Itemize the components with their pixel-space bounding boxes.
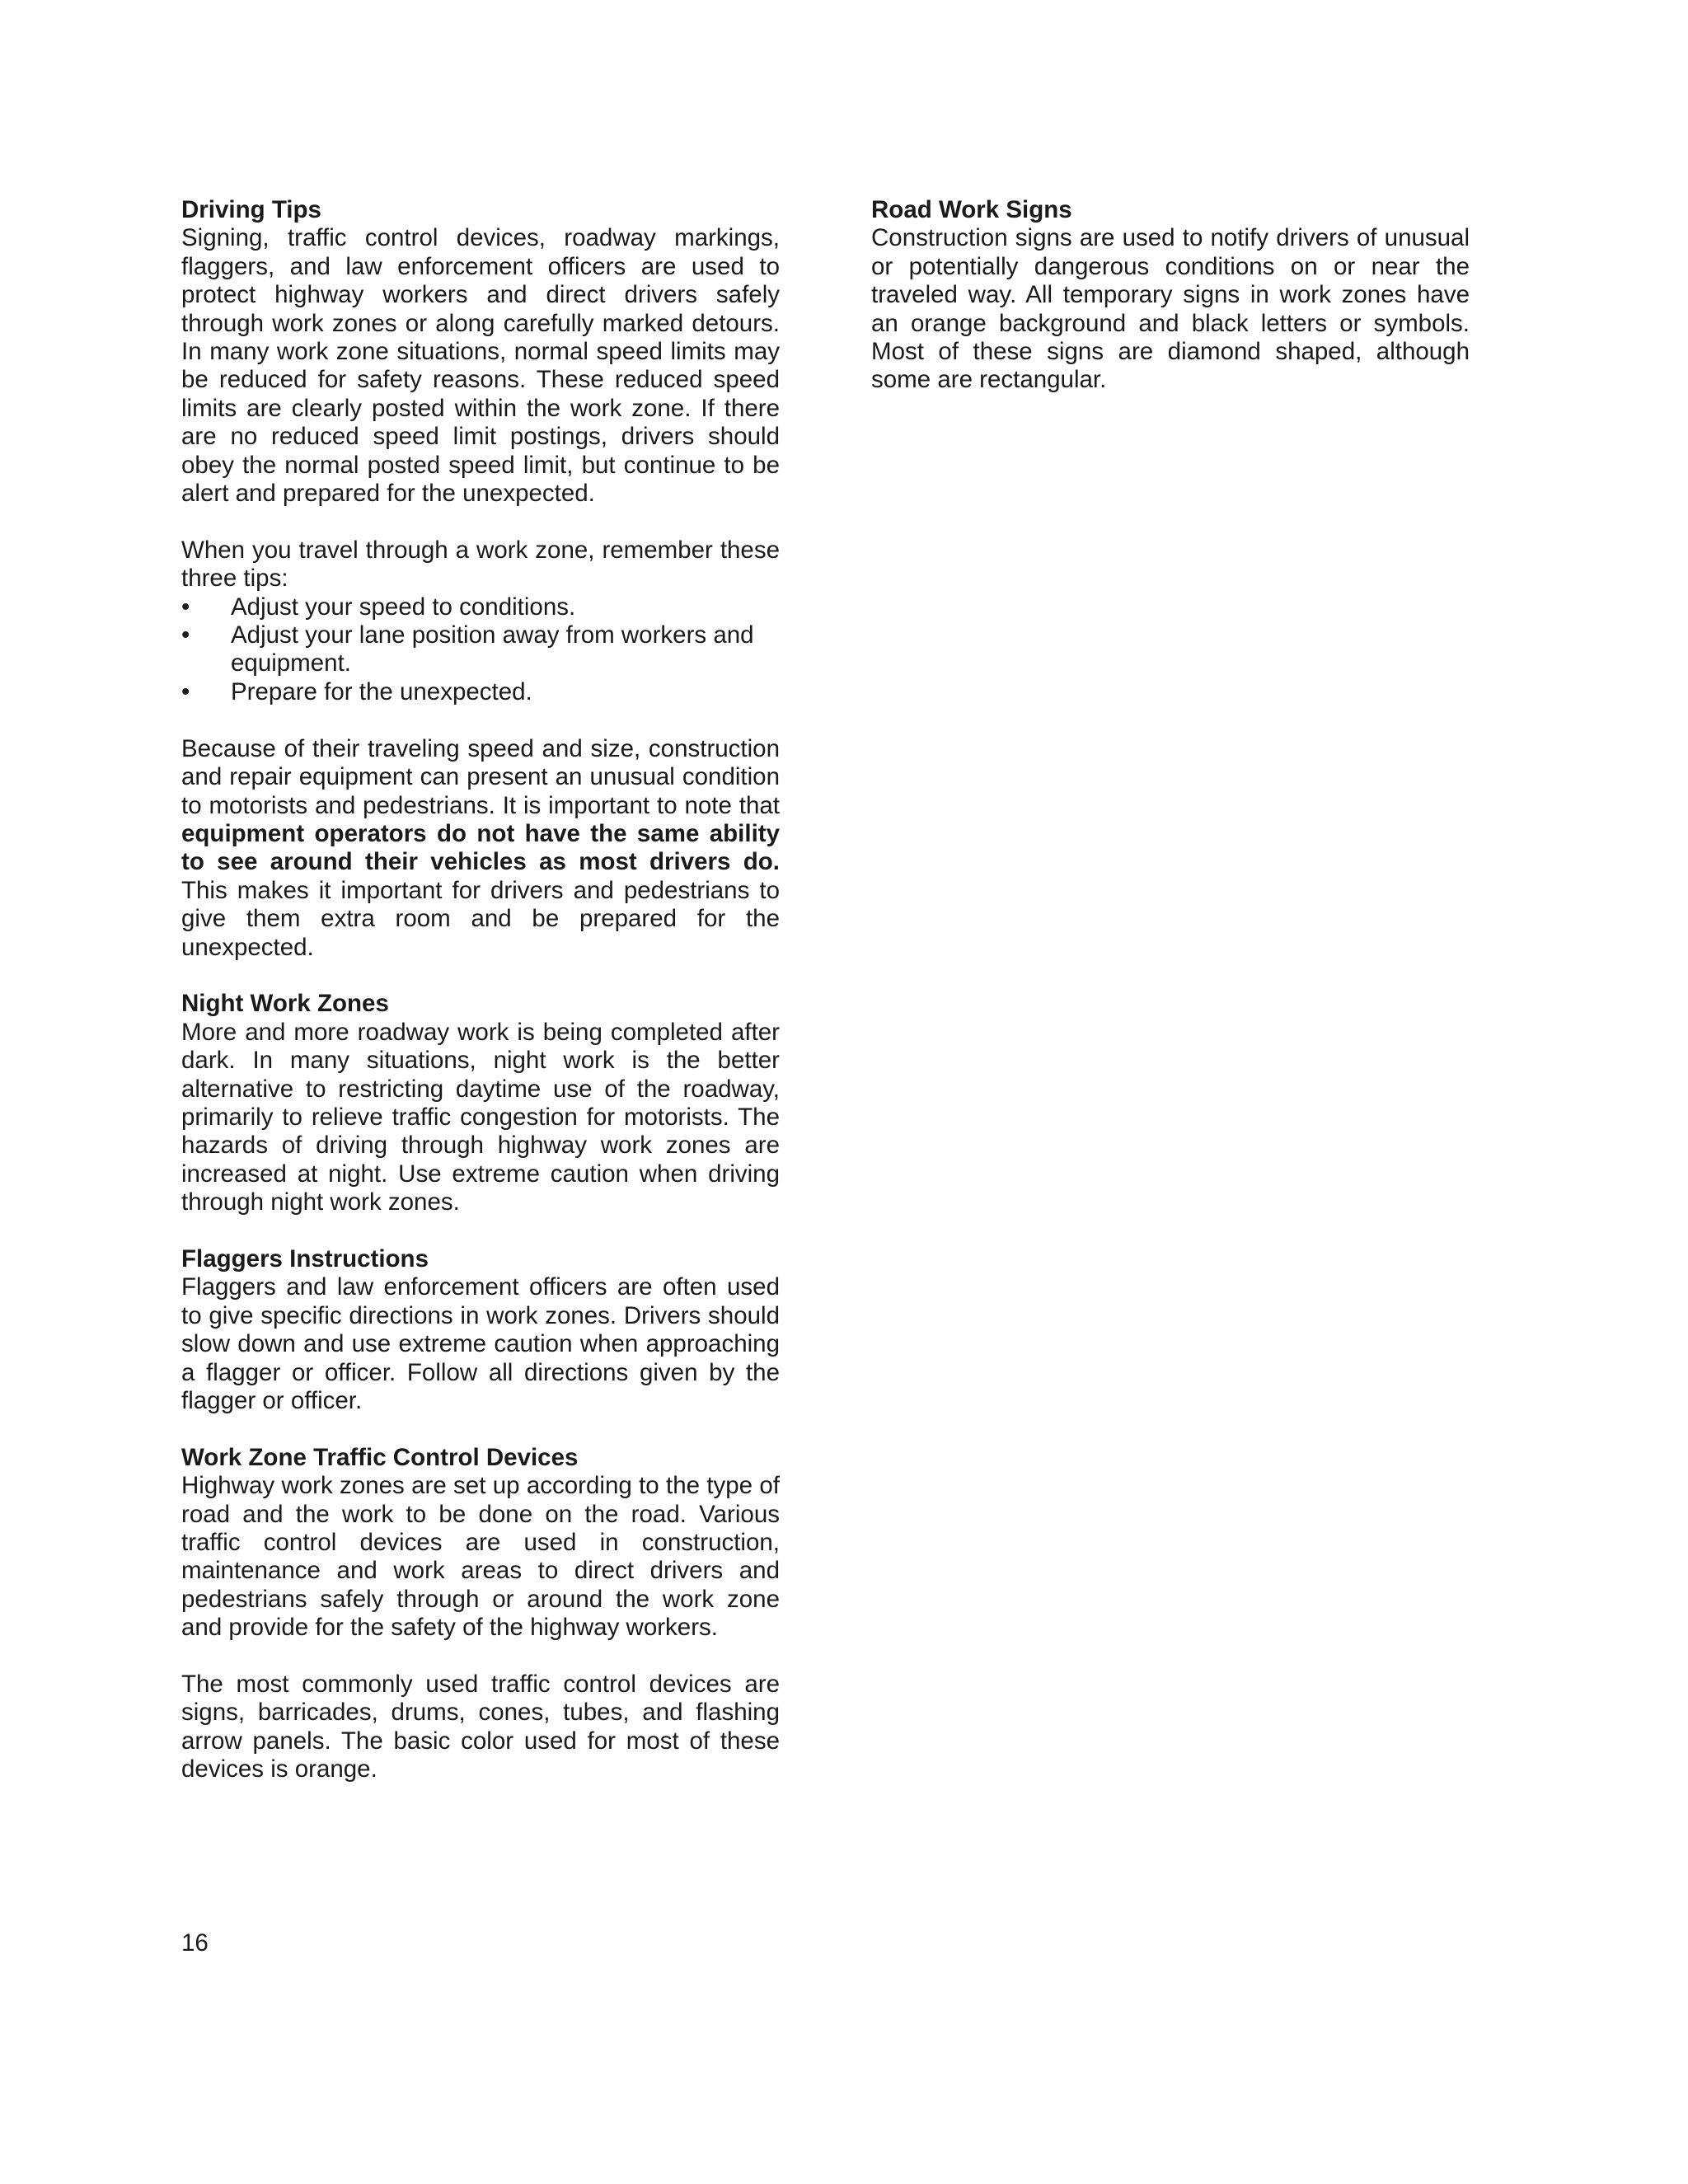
tip-item [181,593,780,621]
traffic-devices-paragraph: Highway work zones are set up according to the type of road and the work to be done on the road. Various traffic control devices are used in construction, maintenance and work areas to direct drivers and pedestrians safely through or around the work zone and provide for the safety of the highway workers. [181,1472,780,1642]
page-number: 16 [181,1929,209,1957]
tip-text: Adjust your lane position away from workers and equipment. [231,621,754,677]
flaggers-heading: Flaggers Instructions [181,1244,429,1272]
flaggers-section [181,1245,780,1415]
road-work-signs-heading: Road Work Signs [871,196,1072,223]
travel-tips-section [181,537,780,706]
night-work-section [181,990,780,1216]
night-work-heading: Night Work Zones [181,990,389,1018]
tip-text: Prepare for the unexpected. [231,677,532,705]
equipment-warning-bold: equipment operators do not have the same ability to see around their vehicles as most drivers do. [181,819,780,876]
equipment-text-after: This makes it important for drivers and pedestrians to give them extra room and be prepared for the unexpected. [181,876,780,961]
equipment-paragraph [181,735,780,962]
road-work-signs-paragraph: Construction signs are used to notify drivers of unusual or potentially dangerous conditions on or near the traveled way. All temporary signs in work zones have an orange background and black letters or symbols. Most of these signs are diamond shaped, although some are rectangular. [871,224,1470,394]
traffic-devices-section [181,1444,780,1643]
traffic-devices-heading: Work Zone Traffic Control Devices [181,1443,579,1471]
right-column [871,196,1470,423]
bullet-icon: • [181,677,190,705]
bullet-icon: • [181,593,190,621]
road-work-signs-section [871,196,1470,395]
flaggers-paragraph: Flaggers and law enforcement officers are often used to give specific directions in work zones. Drivers should slow down and use extreme caution when approaching a flagger or officer. Follow all directions given by the flagger or officer. [181,1273,780,1414]
tip-item [181,678,780,706]
common-devices-paragraph: The most commonly used traffic control devices are signs, barricades, drums, cones, tubes, and flashing arrow panels. The basic color used for most of these devices is orange. [181,1671,780,1783]
tip-text: Adjust your speed to conditions. [231,593,576,621]
driving-tips-section [181,196,780,508]
equipment-text-before: Because of their traveling speed and size, construction and repair equipment can present an unusual condition to motorists and pedestrians. It is important to note that [181,734,780,819]
left-column [181,196,780,1812]
tips-intro: When you travel through a work zone, remember these three tips: [181,536,780,593]
tips-list [181,593,780,707]
night-work-paragraph: More and more roadway work is being completed after dark. In many situations, night work is the better alternative to restricting daytime use of the roadway, primarily to relieve traffic congestion for motorists. The hazards of driving through highway work zones are increased at night. Use extreme caution when driving through night work zones. [181,1018,780,1216]
tip-item [181,621,780,678]
driving-tips-paragraph: Signing, traffic control devices, roadway markings, flaggers, and law enforcement officers are used to protect highway workers and direct drivers safely through work zones or along carefully marked detours. In many work zone situations, normal speed limits may be reduced for safety reasons. These reduced speed limits are clearly posted within the work zone. If there are no reduced speed limit postings, drivers should obey the normal posted speed limit, but continue to be alert and prepared for the unexpected. [181,224,780,508]
bullet-icon: • [181,621,190,649]
driving-tips-heading: Driving Tips [181,196,321,223]
